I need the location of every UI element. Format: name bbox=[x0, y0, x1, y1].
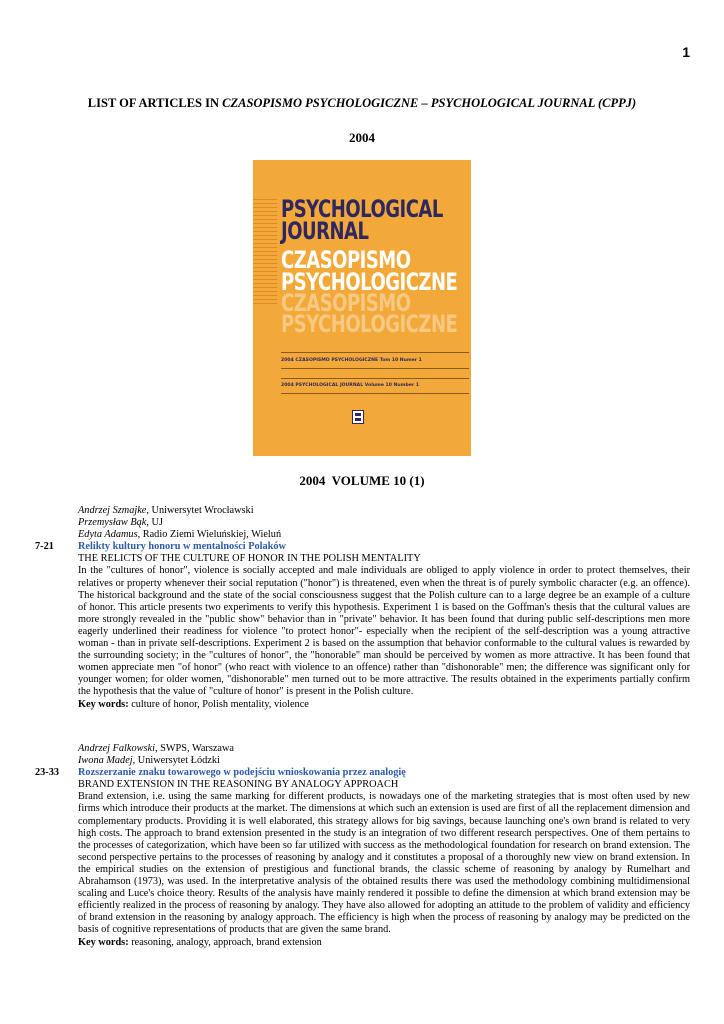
list-title bbox=[0, 96, 724, 111]
journal-cover-image bbox=[253, 160, 471, 456]
article-link-polish-title[interactable]: Rozszerzanie znaku towarowego w podejściu wnioskowania przez analogię bbox=[78, 767, 406, 779]
publisher-logo-icon bbox=[352, 410, 364, 424]
abstract: In the "cultures of honor", violence is socially accepted and male individuals are obliged to apply violence in order to protect themselves, their relatives or property whenever their social reputation ("honor") is threatened, even when the threat is of purely symbolic character (e.g. an offence). The historical background and the state of the social consciousness suggest that the Polish culture can to a large degree be an example of a culture of honor. This article presents two experiments to verify this hypothesis. Experiment 1 is based on the Goffman's thesis that the cultural values are more strongly revealed in the "public show" behavior than in "private" behavior. It has been found that during public self-descriptions men more eagerly underlined their readiness for violence "to protect honor"- especially when the recipient of the self-description was a young attractive woman - than in private self-descriptions. Experiment 2 is based on the assumption that behavior conformable to the cultural values is rewarded by the surrounding society; in the "cultures of honor", the "honorable" man should be perceived by women as more attractive. It has been found that women appreciate men "of honor" (who react with violence to an offence) rather than "dishonorable" men; the difference was significant only for younger women; for older women, "dishonorable" men turned out to be more attractive. The results obtained in the experiments partially confirm the hypothesis that the value of "culture of honor" is present in the Polish culture. bbox=[78, 565, 690, 698]
keywords-value: culture of honor, Polish mentality, violence bbox=[128, 698, 309, 710]
article-link-polish-title[interactable]: Relikty kultury honoru w mentalności Polaków bbox=[78, 541, 286, 553]
article-title-row bbox=[0, 541, 724, 553]
english-title: BRAND EXTENSION IN THE REASONING BY ANALOGY APPROACH bbox=[78, 779, 399, 791]
author-line bbox=[78, 517, 724, 529]
cover-title-pl-echo-2: PSYCHOLOGICZNE bbox=[281, 310, 458, 339]
list-title-journal: CZASOPISMO PSYCHOLOGICZNE – PSYCHOLOGICAL JOURNAL (CPPJ) bbox=[222, 96, 637, 110]
cover-title-pl-2: PSYCHOLOGICZNE bbox=[281, 268, 458, 297]
author-affiliation: , Radio Ziemi Wieluńskiej, Wieluń bbox=[137, 529, 282, 541]
page-range: 23-33 bbox=[35, 767, 60, 779]
author-affiliation: , UJ bbox=[146, 517, 163, 529]
author-name: Edyta Adamus bbox=[78, 529, 138, 541]
author-line bbox=[78, 755, 724, 767]
keywords-label: Key words: bbox=[78, 936, 129, 948]
cover-divider bbox=[281, 378, 469, 379]
list-title-prefix: LIST OF ARTICLES IN bbox=[87, 96, 223, 110]
year-heading: 2004 bbox=[349, 130, 375, 145]
cover-issue-pl: 2004 CZASOPISMO PSYCHOLOGICZNE Tom 10 Numer 1 bbox=[281, 358, 422, 363]
cover-title-en-2: JOURNAL bbox=[281, 217, 369, 246]
article-title-row bbox=[0, 767, 724, 779]
page-number: 1 bbox=[682, 44, 690, 60]
author-affiliation: , SWPS, Warszawa bbox=[154, 743, 234, 754]
volume-heading: 2004 VOLUME 10 (1) bbox=[299, 473, 425, 488]
cover-stripe-decoration bbox=[253, 196, 277, 306]
author-name: Przemysław Bąk bbox=[78, 517, 147, 529]
cover-divider bbox=[281, 368, 469, 369]
keywords bbox=[78, 937, 724, 949]
author-line bbox=[78, 529, 724, 541]
keywords-value: reasoning, analogy, approach, brand extension bbox=[128, 936, 322, 948]
author-name: Iwona Madej bbox=[78, 755, 133, 767]
abstract: Brand extension, i.e. using the same marking for different products, is nowadays one of the marketing strategies that is most often used by new firms which introduce their products at the market. The dimensions at which such an extension is used are first of all the replacement dimension and complementary products. Providing it is well elaborated, this strategy allows for big savings, because launching one's own brand is related to very high costs. The approach to brand extension presented in the study is an integration of two different research perspectives. One of them pertains to the processes of categorization, which have been so far utilized with success as the methodological foundation for research on brand extension. The second perspective pertains to the processes of reasoning by analogy and it constitutes a proposal of a thoroughly new view on brand extension. In the empirical studies on the extension of prestigious and functional brands, the classic scheme of reasoning by analogy by Rumelhart and Abrahamson (1973), was used. In the interpretative analysis of the obtained results there was used the methodology combining multidimensional scaling and Luce's choice theory. Results of the analysis have mainly rendered it possible to define the dimension at which brand extension may be efficiently realized in the process of reasoning by analogy. They have also allowed for adopting an attitude to the problem of validity and efficiency of brand extension in the reasoning by analogy approach. The efficiency is high when the process of reasoning by analogy may be predicted on the basis of cognitive representations of products that are given the same brand. bbox=[78, 791, 690, 936]
author-affiliation: , Uniwersytet Wrocławski bbox=[146, 505, 254, 516]
author-line bbox=[78, 505, 724, 517]
cover-title-pl-1: CZASOPISMO bbox=[281, 246, 411, 275]
english-title: THE RELICTS OF THE CULTURE OF HONOR IN THE POLISH MENTALITY bbox=[78, 553, 421, 565]
article-entry bbox=[0, 743, 724, 949]
cover-title-pl-echo-1: CZASOPISMO bbox=[281, 289, 411, 318]
cover-title-en-1: PSYCHOLOGICAL bbox=[281, 195, 443, 224]
keywords bbox=[78, 699, 724, 711]
page-range: 7-21 bbox=[35, 541, 54, 553]
cover-divider bbox=[281, 352, 469, 353]
cover-divider bbox=[281, 393, 469, 394]
author-name: Andrzej Szmajke bbox=[78, 505, 147, 516]
cover-issue-en: 2004 PSYCHOLOGICAL JOURNAL Volume 10 Number 1 bbox=[281, 383, 419, 388]
keywords-label: Key words: bbox=[78, 698, 129, 710]
author-name: Andrzej Falkowski bbox=[78, 743, 155, 754]
author-line bbox=[78, 743, 724, 755]
article-entry bbox=[0, 505, 724, 711]
author-affiliation: , Uniwersytet Łódzki bbox=[132, 755, 220, 767]
